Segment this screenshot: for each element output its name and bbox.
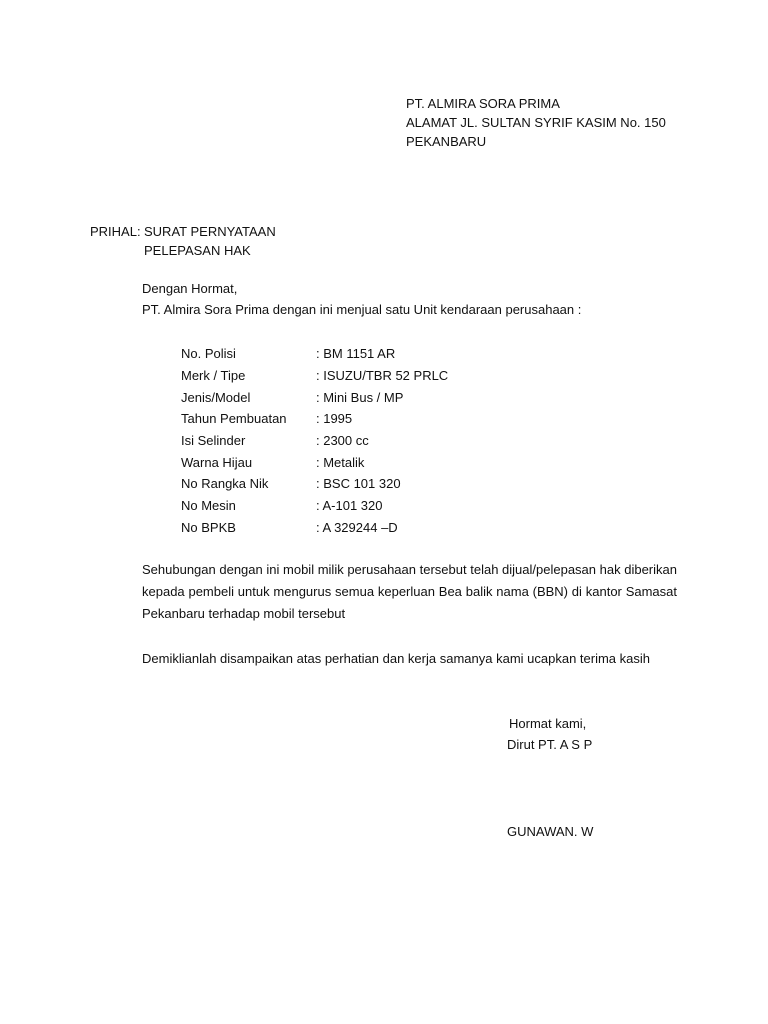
spec-label: No Rangka Nik [181,476,269,491]
spec-value: : BSC 101 320 [316,476,401,491]
sender-city: PEKANBARU [406,134,487,149]
spec-value: : A 329244 –D [316,520,398,535]
closing-salutation: Hormat kami, [509,716,587,731]
spec-value: : 2300 cc [316,433,369,448]
spec-value: : BM 1151 AR [316,346,396,361]
sender-company: PT. ALMIRA SORA PRIMA [406,96,560,111]
spec-label: Isi Selinder [181,433,246,448]
spec-label: No BPKB [181,520,236,535]
signatory-position: Dirut PT. A S P [507,737,593,752]
signatory-name: GUNAWAN. W [507,824,594,839]
spec-value: : Metalik [316,455,365,470]
spec-label: Tahun Pembuatan [181,411,287,426]
subject-line-1: SURAT PERNYATAAN [144,224,276,239]
spec-label: Jenis/Model [181,390,251,405]
spec-label: Warna Hijau [181,455,253,470]
spec-label: No. Polisi [181,346,236,361]
spec-label: No Mesin [181,498,236,513]
body-paragraph-1: Sehubungan dengan ini mobil milik perusahaan tersebut telah dijual/pelepasan hak diberikan kepada pembeli untuk mengurus semua keperluan Bea balik nama (BBN) di kantor Samasat Pekanbaru terhadap mobil tersebut [142,562,677,621]
subject-line-2: PELEPASAN HAK [144,243,251,258]
subject-label: PRIHAL: [90,224,141,239]
spec-value: : ISUZU/TBR 52 PRLC [316,368,449,383]
body-paragraph-2: Demiklianlah disampaikan atas perhatian dan kerja samanya kami ucapkan terima kasih [142,651,650,666]
spec-value: : 1995 [316,411,353,426]
sender-address: ALAMAT JL. SULTAN SYRIF KASIM No. 150 [406,115,666,130]
spec-value: : A-101 320 [316,498,383,513]
intro-text: PT. Almira Sora Prima dengan ini menjual satu Unit kendaraan perusahaan : [142,302,582,317]
spec-label: Merk / Tipe [181,368,246,383]
greeting: Dengan Hormat, [142,281,238,296]
spec-value: : Mini Bus / MP [316,390,404,405]
